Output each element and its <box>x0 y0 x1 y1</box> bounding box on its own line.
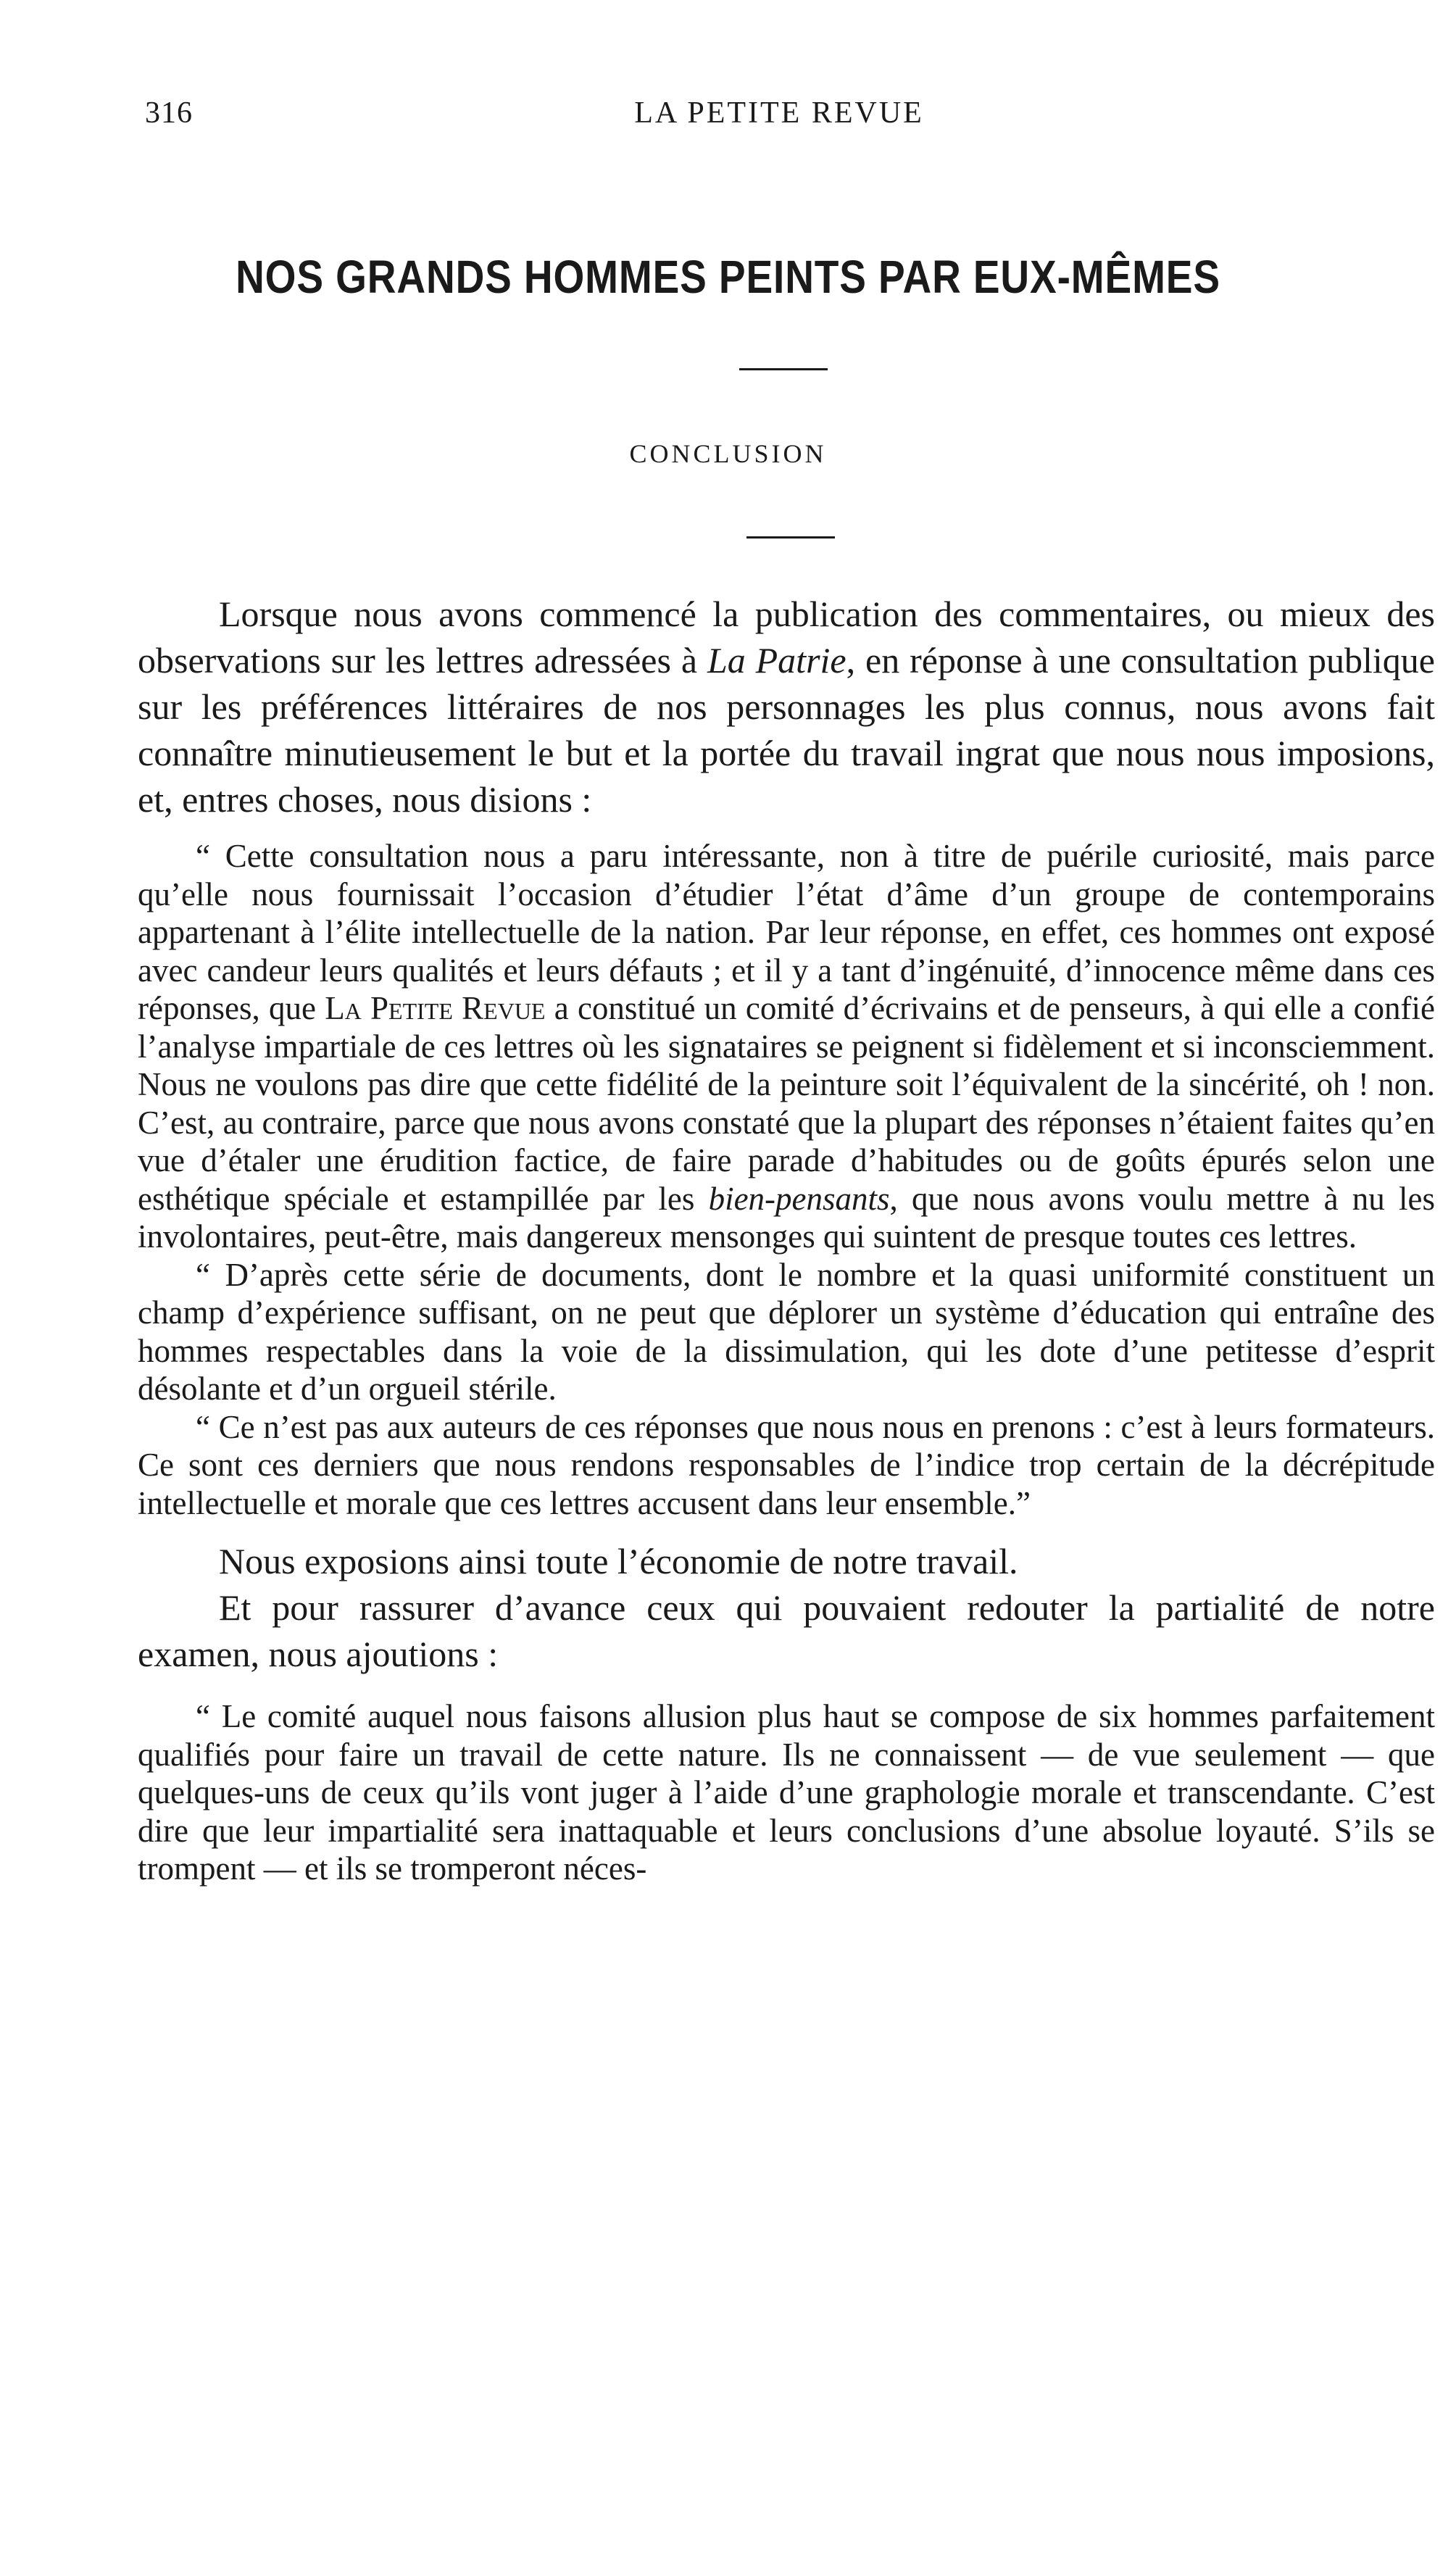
section-divider-rule <box>746 536 835 539</box>
paragraph-reassure: Et pour rassurer d’avance ceux qui pouvaient redouter la partialité de notre examen, nous ajoutions : <box>138 1587 1435 1674</box>
journal-name-inline: La Petite Revue <box>325 990 546 1026</box>
quote-paragraph-2: “ D’après cette série de documents, dont le nombre et la quasi uniformité constituent un champ d’expérience suffisant, on ne peut que déplorer un système d’éducation qui entraîne des hommes respectables dans la voie de la dissimulation, qui les dote d’une petitesse d’esprit désolante et d’un orgueil stérile. <box>138 1256 1435 1407</box>
running-header <box>145 96 1413 139</box>
quote-text: , que nous avons voulu mettre à nu les involontaires, peut-être, mais dangereux mensonges qui suintent de presque toutes ces lettres. <box>138 1180 1436 1255</box>
italic-term: bien-pensants <box>708 1180 890 1217</box>
paragraph-text: , en réponse à une consultation publique sur les préférences littéraires de nos personnages les plus connus, nous avons fait connaître minutieusement le but et la portée du travail ingrat que nous nous imposions, et, entres choses, nous disions : <box>138 640 1435 820</box>
quote-paragraph-1 <box>138 837 1435 1256</box>
article-body <box>138 591 1435 1888</box>
article-title: NOS GRANDS HOMMES PEINTS PAR EUX-MÊMES <box>236 251 1220 303</box>
title-divider-rule <box>739 368 828 370</box>
section-heading: CONCLUSION <box>629 439 827 468</box>
quote-paragraph-3: “ Ce n’est pas aux auteurs de ces réponses que nous nous en prenons : c’est à leurs formateurs. Ce sont ces derniers que nous rendons responsables de l’indice trop certain de la décrépitude intellectuelle et morale que ces lettres accusent dans leur ensemble.” <box>138 1408 1435 1521</box>
paragraph-spacer <box>138 823 1435 837</box>
paragraph-text: Lorsque nous avons commencé la publication des commentaires, ou mieux des observations sur les lettres adressées à <box>138 594 1435 681</box>
paragraph-spacer <box>138 1677 1435 1697</box>
quote-text: “ Cette consultation nous a paru intéressante, non à titre de puérile curiosité, mais parce qu’elle nous fournissait l’occasion d’étudier l’état d’âme d’un groupe de contemporains appartenant à l’élite intellectuelle de la nation. Par leur réponse, en effet, ces hommes ont exposé avec candeur leurs qualités et leurs défauts ; et il y a tant d’ingénuité, d’innocence même dans ces réponses, que <box>138 838 1435 1026</box>
paragraph-spacer <box>138 1522 1435 1538</box>
paragraph-economy: Nous exposions ainsi toute l’économie de notre travail. <box>219 1541 1018 1581</box>
page-number: 316 <box>145 96 193 130</box>
journal-name: LA PETITE REVUE <box>634 96 924 130</box>
quote-paragraph-4: “ Le comité auquel nous faisons allusion plus haut se compose de six hommes parfaitement qualifiés pour faire un travail de cette nature. Ils ne connaissent — de vue seulement — que quelques-uns de ceux qu’ils vont juger à l’aide d’une graphologie morale et transcendante. C’est dire que leur impartialité sera inattaquable et leurs conclusions d’une absolue loyauté. S’ils se trompent — et ils se tromperont néces- <box>138 1698 1435 1887</box>
quote-text: a constitué un comité d’écrivains et de penseurs, à qui elle a confié l’analyse impartiale de ces lettres où les signataires se peignent si fidèlement et si inconsciemment. Nous ne voulons pas dire que cette fidélité de la peinture soit l’équivalent de la sincérité, oh ! non. C’est, au contraire, parce que nous avons constaté que la plupart des réponses n’étaient faites qu’en vue d’étaler une érudition factice, de faire parade d’habitudes ou de goûts épurés selon une esthétique spéciale et estampillée par les <box>138 990 1435 1217</box>
paragraph-intro <box>138 591 1435 823</box>
newspaper-title: La Patrie <box>707 640 846 681</box>
